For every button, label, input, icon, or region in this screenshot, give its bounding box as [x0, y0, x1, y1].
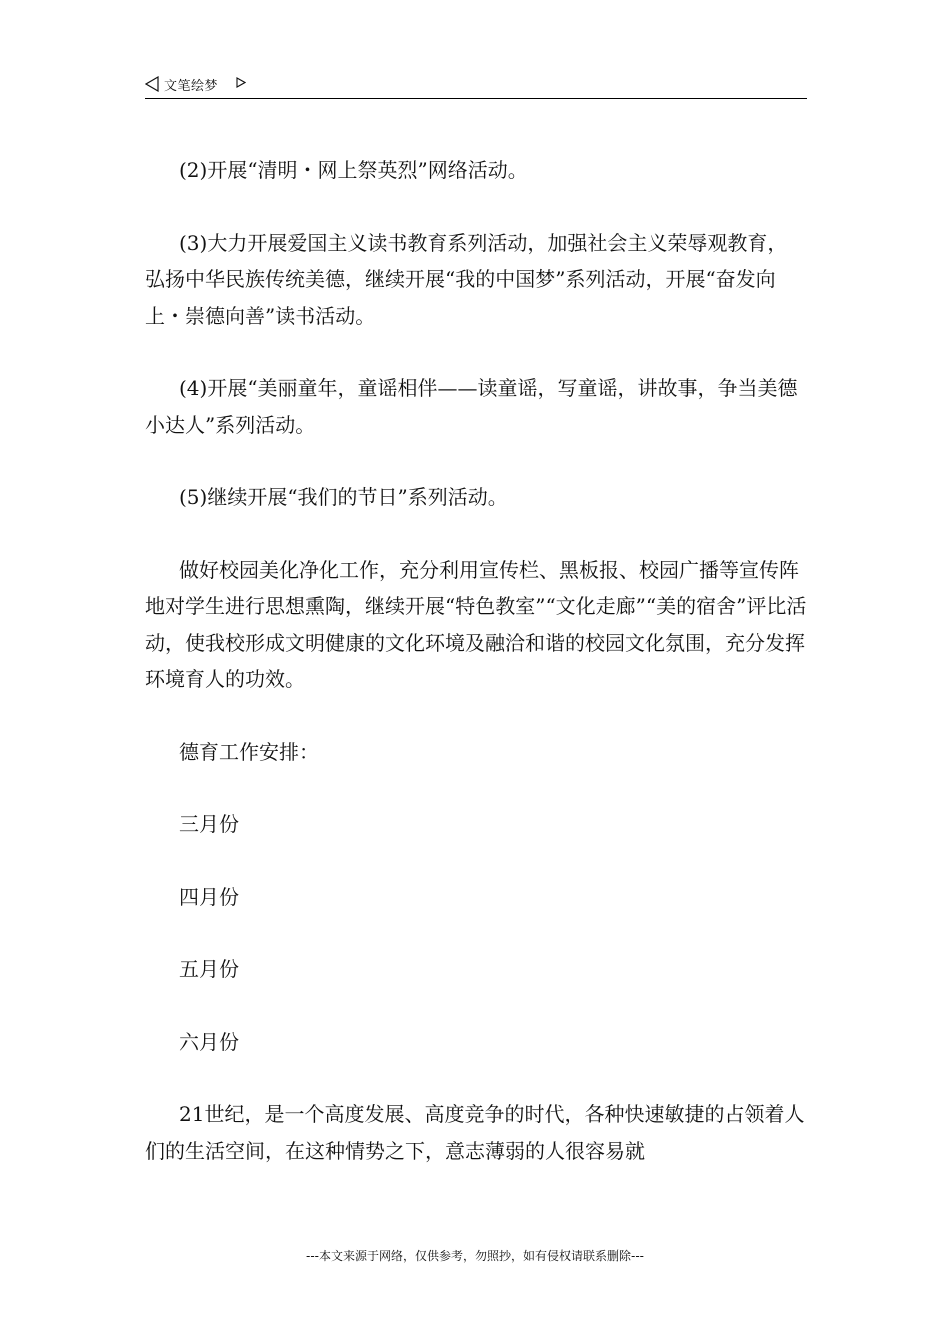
brand-name: 文笔绘梦: [164, 79, 219, 94]
paragraph-21st-century: 21世纪，是一个高度发展、高度竞争的时代，各种快速敏捷的占领着人们的生活空间，在这种情势之下，意志薄弱的人很容易就: [145, 1102, 805, 1163]
paragraph-schedule-heading: 德育工作安排：: [179, 739, 319, 764]
triangle-right-icon: [236, 77, 246, 88]
page-header: [145, 74, 807, 99]
triangle-left-icon: [145, 76, 159, 92]
paragraph-month-june: 六月份: [179, 1029, 239, 1054]
page-footer: ---本文来源于网络，仅供参考，勿照抄，如有侵权请联系删除---: [306, 1249, 644, 1263]
paragraph-item-2: (2)开展“清明・网上祭英烈”网络活动。: [179, 158, 528, 182]
paragraph-month-may: 五月份: [179, 957, 239, 981]
paragraph-item-5: (5)继续开展“我们的节日”系列活动。: [179, 485, 508, 509]
paragraph-month-march: 三月份: [179, 812, 239, 836]
document-body: [145, 152, 807, 1205]
paragraph-item-3: (3)大力开展爱国主义读书教育系列活动，加强社会主义荣辱观教育，弘扬中华民族传统美德，继续开展“我的中国梦”系列活动，开展“奋发向上・崇德向善”读书活动。: [145, 230, 788, 328]
paragraph-month-april: 四月份: [179, 884, 239, 909]
paragraph-item-4: (4)开展“美丽童年，童谣相伴——读童谣，写童谣，讲故事，争当美德小达人”系列活动。: [145, 376, 798, 437]
paragraph-campus-beautification: 做好校园美化净化工作，充分利用宣传栏、黑板报、校园广播等宣传阵地对学生进行思想熏陶，继续开展“特色教室”“文化走廊”“美的宿舍”评比活动，使我校形成文明健康的文化环境及融洽和谐的校园文化氛围，充分发挥环境育人的功效。: [145, 557, 807, 691]
